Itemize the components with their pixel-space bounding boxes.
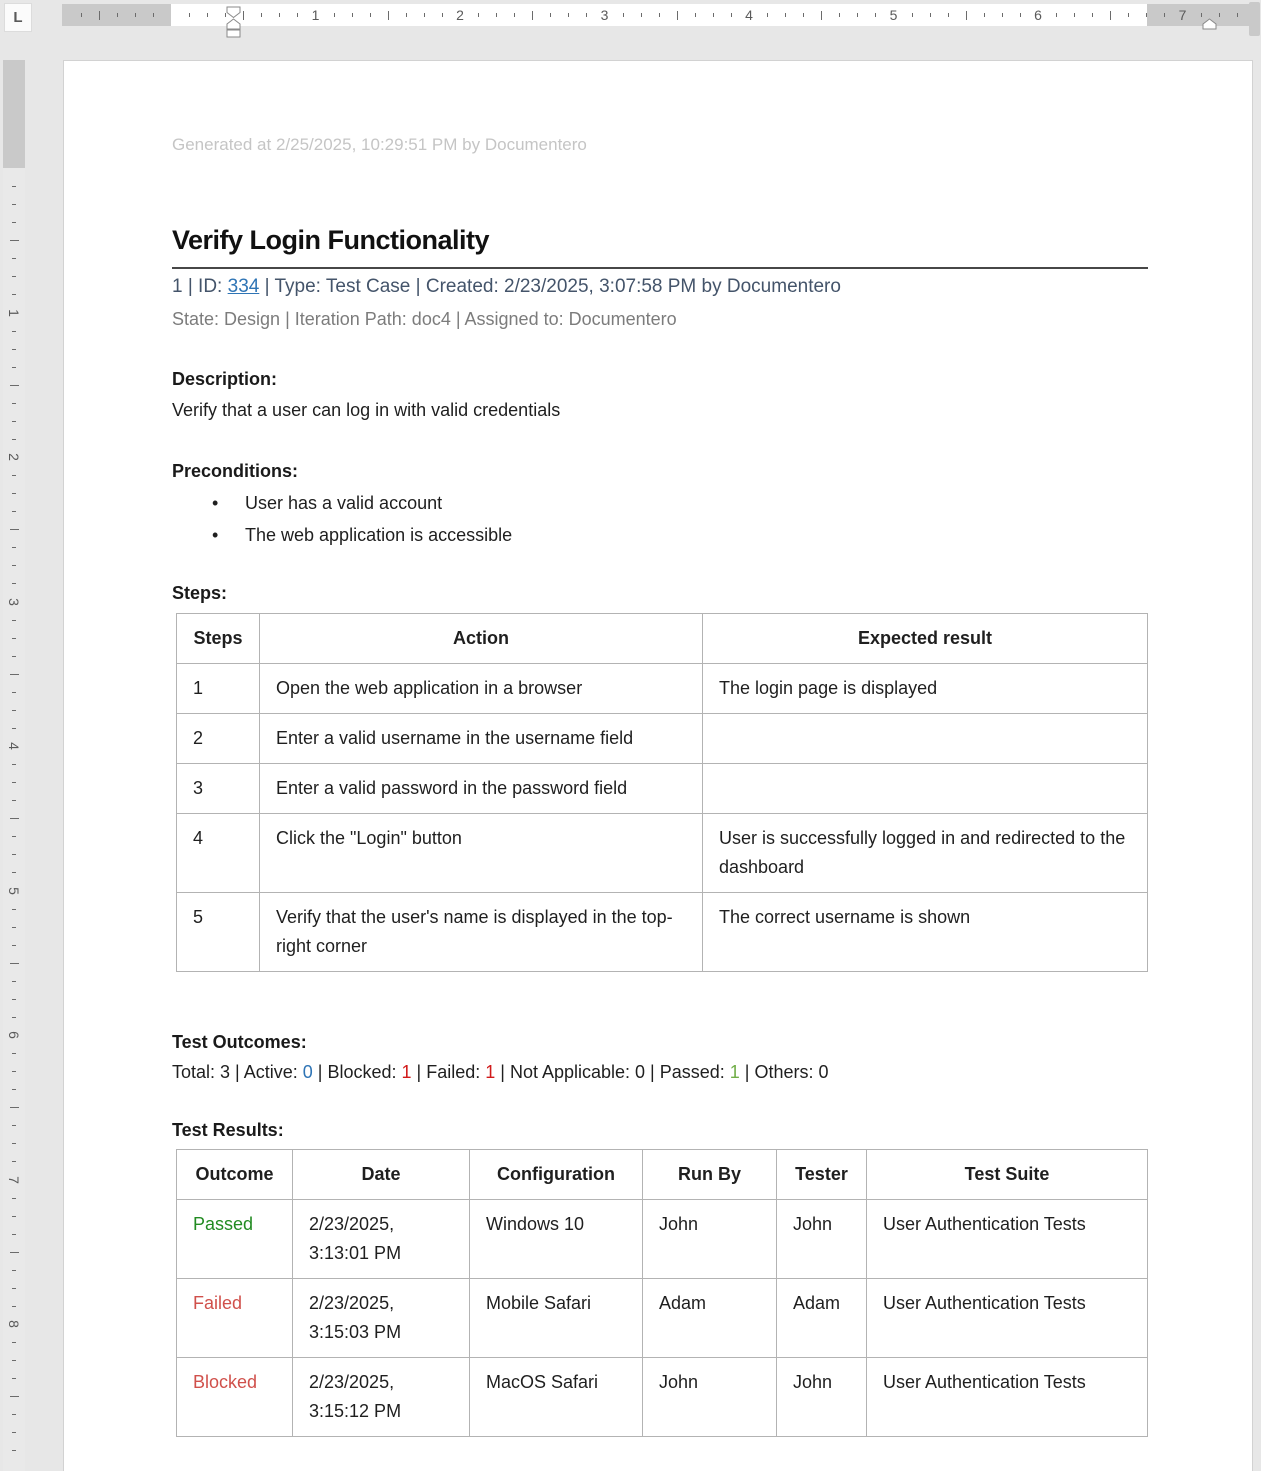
ruler-tick xyxy=(875,13,876,17)
ruler-tick xyxy=(12,782,16,783)
ruler-tick xyxy=(12,1089,16,1090)
ruler-inch-number: 5 xyxy=(6,886,22,895)
ruler-tick xyxy=(12,403,16,404)
ruler-tick xyxy=(12,222,16,223)
ruler-inch-number: 2 xyxy=(6,453,22,461)
step-expected-cell[interactable] xyxy=(703,714,1148,764)
outcome-count-value: 1 xyxy=(401,1062,412,1082)
ruler-inch-number: 4 xyxy=(6,742,22,750)
description-text: Verify that a user can log in with valid credentials xyxy=(172,400,561,420)
run-by-cell[interactable]: John xyxy=(643,1200,777,1279)
ruler-tick xyxy=(12,800,16,801)
ruler-inch-number: 1 xyxy=(6,308,22,317)
ruler-tick xyxy=(12,565,16,566)
list-item-text: User has a valid account xyxy=(245,493,443,513)
table-row xyxy=(177,893,1148,972)
document-page[interactable] xyxy=(63,60,1253,1471)
step-expected-cell[interactable]: The login page is displayed xyxy=(703,664,1148,714)
ruler-tick xyxy=(12,1360,16,1361)
ruler-tick xyxy=(10,240,19,241)
ruler-tick xyxy=(1146,13,1147,17)
ruler-tick xyxy=(12,1161,16,1162)
ruler-tick xyxy=(839,13,840,17)
ruler-tick xyxy=(966,11,967,20)
ruler-tick xyxy=(1219,13,1220,17)
step-expected-cell[interactable] xyxy=(703,764,1148,814)
results-header-cell: Outcome xyxy=(177,1150,293,1200)
ruler-tick xyxy=(1056,13,1057,17)
ruler-tick xyxy=(1092,13,1093,17)
step-number-cell[interactable]: 2 xyxy=(177,714,260,764)
generated-timestamp: Generated at 2/25/2025, 10:29:51 PM by Documentero xyxy=(172,135,587,154)
list-item xyxy=(172,493,1032,525)
step-action-cell[interactable]: Verify that the user's name is displayed in the top-right corner xyxy=(260,893,703,972)
ruler-tick xyxy=(1110,11,1111,20)
description-label: Description: xyxy=(172,369,278,389)
ruler-tick xyxy=(496,13,497,17)
step-number-cell[interactable]: 4 xyxy=(177,814,260,893)
ruler-tick xyxy=(12,204,16,205)
ruler-tick xyxy=(12,1306,16,1307)
ruler-tick xyxy=(352,13,353,17)
ruler-tick xyxy=(12,276,16,277)
left-indent-marker[interactable] xyxy=(226,29,241,38)
ruler-tick xyxy=(279,13,280,17)
meta-suffix: | Type: Test Case | Created: 2/23/2025, 3:07:58 PM by Documentero xyxy=(259,276,841,297)
steps-header-cell: Action xyxy=(260,614,703,664)
ruler-tick xyxy=(586,13,587,17)
ruler-tick xyxy=(12,1198,16,1199)
configuration-cell[interactable]: Windows 10 xyxy=(470,1200,643,1279)
ruler-tick xyxy=(12,421,16,422)
ruler-tick xyxy=(12,909,16,910)
table-row xyxy=(177,764,1148,814)
list-item-text: The web application is accessible xyxy=(245,525,513,545)
ruler-tick xyxy=(12,1342,16,1343)
ruler-tick xyxy=(99,11,100,20)
step-number-cell[interactable]: 5 xyxy=(177,893,260,972)
ruler-tick xyxy=(243,11,244,20)
ruler-tick xyxy=(12,927,16,928)
outcome-count-label: Blocked: xyxy=(327,1062,402,1082)
tab-stop-left-icon: L xyxy=(13,9,23,26)
date-cell[interactable]: 2/23/2025, 3:15:12 PM xyxy=(293,1358,470,1437)
work-item-id-link[interactable]: 334 xyxy=(227,276,260,297)
bullet-icon: • xyxy=(212,525,219,545)
ruler-tick xyxy=(12,638,16,639)
configuration-cell[interactable]: Mobile Safari xyxy=(470,1279,643,1358)
ruler-tick xyxy=(12,1270,16,1271)
results-header-cell: Date xyxy=(293,1150,470,1200)
step-expected-cell[interactable]: User is successfully logged in and redirected to the dashboard xyxy=(703,814,1148,893)
tester-cell[interactable]: John xyxy=(777,1200,867,1279)
outcome-cell[interactable]: Blocked xyxy=(177,1358,293,1437)
ruler-tick xyxy=(731,13,732,17)
ruler-top-margin xyxy=(3,60,25,168)
ruler-tick xyxy=(12,728,16,729)
ruler-tick xyxy=(623,13,624,17)
vertical-ruler[interactable] xyxy=(3,60,25,1471)
ruler-tick xyxy=(12,186,16,187)
ruler-inch-number: 7 xyxy=(1178,7,1187,23)
ruler-tick xyxy=(12,945,16,946)
ruler-tick xyxy=(225,13,226,17)
ruler-tick xyxy=(207,13,208,17)
ruler-tick xyxy=(12,258,16,259)
ruler-tick xyxy=(297,13,298,17)
ruler-tick xyxy=(12,493,16,494)
list-item xyxy=(172,525,1032,557)
step-number-cell[interactable]: 1 xyxy=(177,664,260,714)
outcome-cell[interactable]: Failed xyxy=(177,1279,293,1358)
ruler-tick xyxy=(81,13,82,17)
tester-cell[interactable]: John xyxy=(777,1358,867,1437)
ruler-tick xyxy=(12,1378,16,1379)
separator: | xyxy=(411,1062,427,1082)
test-suite-cell[interactable]: User Authentication Tests xyxy=(867,1279,1148,1358)
ruler-tick xyxy=(984,13,985,17)
ruler-tick xyxy=(334,13,335,17)
ruler-tick xyxy=(10,1107,19,1108)
ruler-tick xyxy=(12,1143,16,1144)
run-by-cell[interactable]: Adam xyxy=(643,1279,777,1358)
ruler-tick xyxy=(12,1071,16,1072)
ruler-inch-number: 3 xyxy=(600,7,609,23)
page-title: Verify Login Functionality xyxy=(172,225,490,255)
outcome-count-label: Others: xyxy=(754,1062,819,1082)
ruler-tick xyxy=(12,294,16,295)
ruler-tick xyxy=(12,836,16,837)
ruler-tick xyxy=(803,13,804,17)
ruler-tick xyxy=(695,13,696,17)
ruler-tick xyxy=(641,13,642,17)
separator: | xyxy=(645,1062,660,1082)
ruler-tick xyxy=(1002,13,1003,17)
ruler-tick xyxy=(912,13,913,17)
ruler-tick xyxy=(568,13,569,17)
vertical-scrollbar-thumb[interactable] xyxy=(1249,2,1260,36)
ruler-tick xyxy=(135,13,136,17)
results-header-cell: Tester xyxy=(777,1150,867,1200)
ruler-tick xyxy=(12,1125,16,1126)
ruler-tick xyxy=(948,13,949,17)
test-suite-cell[interactable]: User Authentication Tests xyxy=(867,1358,1148,1437)
ruler-tick xyxy=(12,349,16,350)
ruler-tick xyxy=(12,854,16,855)
ruler-tick xyxy=(370,13,371,17)
right-indent-marker[interactable] xyxy=(1202,18,1217,30)
step-action-cell[interactable]: Click the "Login" button xyxy=(260,814,703,893)
date-cell[interactable]: 2/23/2025, 3:15:03 PM xyxy=(293,1279,470,1358)
date-cell[interactable]: 2/23/2025, 3:13:01 PM xyxy=(293,1200,470,1279)
ruler-tick xyxy=(1128,13,1129,17)
ruler-inch-number: 6 xyxy=(6,1031,22,1039)
results-header-row xyxy=(177,1150,1148,1200)
state-meta-line: State: Design | Iteration Path: doc4 | Assigned to: Documentero xyxy=(172,309,677,329)
ruler-tick xyxy=(1164,13,1165,17)
ruler-tick xyxy=(12,692,16,693)
ruler-inch-number: 7 xyxy=(6,1175,22,1184)
ruler-tick xyxy=(659,13,660,17)
horizontal-ruler[interactable] xyxy=(62,4,1253,26)
ruler-tick xyxy=(1074,13,1075,17)
ruler-tick xyxy=(117,13,118,17)
ruler-tick xyxy=(12,511,16,512)
step-action-cell[interactable]: Enter a valid username in the username field xyxy=(260,714,703,764)
outcome-count-value: 1 xyxy=(485,1062,496,1082)
ruler-tick xyxy=(12,1234,16,1235)
ruler-tick xyxy=(424,13,425,17)
ruler-tick xyxy=(1201,13,1202,17)
ruler-tick xyxy=(261,13,262,17)
ruler-tick xyxy=(406,13,407,17)
steps-header-cell: Steps xyxy=(177,614,260,664)
ruler-tick xyxy=(857,13,858,17)
ruler-tick xyxy=(12,583,16,584)
table-row xyxy=(177,1279,1148,1358)
ruler-tick xyxy=(12,1450,16,1451)
step-expected-cell[interactable]: The correct username is shown xyxy=(703,893,1148,972)
ruler-tick xyxy=(10,529,19,530)
ruler-tick xyxy=(532,11,533,20)
table-row xyxy=(177,1200,1148,1279)
ruler-tick xyxy=(930,13,931,17)
ruler-inch-number: 4 xyxy=(745,7,753,23)
ruler-tick xyxy=(12,999,16,1000)
step-action-cell[interactable]: Enter a valid password in the password field xyxy=(260,764,703,814)
ruler-tick xyxy=(12,1017,16,1018)
ruler-tick xyxy=(12,367,16,368)
test-outcomes-summary xyxy=(172,1062,829,1083)
table-row xyxy=(177,714,1148,764)
outcome-count-label: Active: xyxy=(243,1062,303,1082)
table-row xyxy=(177,814,1148,893)
ruler-tick xyxy=(12,656,16,657)
ruler-inch-number: 2 xyxy=(456,7,464,23)
separator: | xyxy=(230,1062,244,1082)
ruler-tick xyxy=(10,674,19,675)
results-header-cell: Run By xyxy=(643,1150,777,1200)
ruler-tick xyxy=(677,11,678,20)
run-by-cell[interactable]: John xyxy=(643,1358,777,1437)
test-results-label: Test Results: xyxy=(172,1120,284,1140)
outcome-count-label: Total: xyxy=(172,1062,221,1082)
ruler-tick xyxy=(514,13,515,17)
ruler-inch-number: 5 xyxy=(889,7,898,23)
first-line-indent-marker[interactable] xyxy=(226,6,241,18)
outcome-count-value: 1 xyxy=(729,1062,740,1082)
ruler-tick xyxy=(12,1432,16,1433)
table-row xyxy=(177,1358,1148,1437)
outcome-count-value: 3 xyxy=(220,1062,231,1082)
ruler-tick xyxy=(12,1053,16,1054)
outcome-count-value: 0 xyxy=(635,1062,646,1082)
ruler-tick xyxy=(189,13,190,17)
results-header-cell: Test Suite xyxy=(867,1150,1148,1200)
ruler-tick xyxy=(12,547,16,548)
ruler-inch-number: 1 xyxy=(311,7,320,23)
separator: | xyxy=(495,1062,510,1082)
steps-header-row xyxy=(177,614,1148,664)
test-outcomes-label: Test Outcomes: xyxy=(172,1032,307,1052)
step-action-cell[interactable]: Open the web application in a browser xyxy=(260,664,703,714)
ruler-tick xyxy=(12,439,16,440)
ruler-tick xyxy=(821,11,822,20)
ruler-tick xyxy=(12,1216,16,1217)
table-row xyxy=(177,664,1148,714)
results-header-cell: Configuration xyxy=(470,1150,643,1200)
step-number-cell[interactable]: 3 xyxy=(177,764,260,814)
outcome-count-label: Not Applicable: xyxy=(509,1062,636,1082)
bullet-icon: • xyxy=(212,493,219,513)
ruler-tick xyxy=(10,1396,19,1397)
test-results-table[interactable] xyxy=(176,1149,1148,1437)
ruler-tick xyxy=(767,13,768,17)
ruler-tick xyxy=(12,620,16,621)
tester-cell[interactable]: Adam xyxy=(777,1279,867,1358)
ruler-tick xyxy=(153,13,154,17)
steps-label: Steps: xyxy=(172,583,228,603)
ruler-tick xyxy=(12,981,16,982)
ruler-inch-number: 3 xyxy=(6,597,22,606)
title-divider xyxy=(172,267,1148,269)
ruler-tick xyxy=(12,1414,16,1415)
ruler-tick xyxy=(10,385,19,386)
outcome-cell[interactable]: Passed xyxy=(177,1200,293,1279)
test-suite-cell[interactable]: User Authentication Tests xyxy=(867,1200,1148,1279)
steps-header-cell: Expected result xyxy=(703,614,1148,664)
ruler-tick xyxy=(478,13,479,17)
preconditions-label: Preconditions: xyxy=(172,461,299,481)
ruler-tick xyxy=(785,13,786,17)
outcome-count-label: Passed: xyxy=(659,1062,730,1082)
ruler-tick xyxy=(713,13,714,17)
ruler-inch-number: 6 xyxy=(1034,7,1042,23)
ruler-tick xyxy=(12,710,16,711)
preconditions-list xyxy=(172,493,1032,557)
work-item-meta-line xyxy=(172,276,841,298)
ruler-tick xyxy=(12,872,16,873)
outcome-count-value: 0 xyxy=(818,1062,829,1082)
ruler-tick xyxy=(12,331,16,332)
ruler-tick xyxy=(1237,13,1238,17)
ruler-tick xyxy=(12,764,16,765)
configuration-cell[interactable]: MacOS Safari xyxy=(470,1358,643,1437)
ruler-tick xyxy=(10,1252,19,1253)
steps-table[interactable] xyxy=(176,613,1148,972)
separator: | xyxy=(739,1062,755,1082)
ruler-tick xyxy=(550,13,551,17)
ruler-tick xyxy=(388,11,389,20)
ruler-inch-number: 8 xyxy=(6,1320,22,1328)
ruler-tick xyxy=(442,13,443,17)
ruler-tick xyxy=(10,818,19,819)
ruler-tick xyxy=(10,963,19,964)
tab-stop-selector[interactable] xyxy=(4,3,32,32)
ruler-tick xyxy=(12,1288,16,1289)
outcome-count-value: 0 xyxy=(302,1062,313,1082)
ruler-tick xyxy=(12,475,16,476)
ruler-tick xyxy=(1020,13,1021,17)
outcome-count-label: Failed: xyxy=(426,1062,486,1082)
separator: | xyxy=(312,1062,328,1082)
meta-prefix: 1 | ID: xyxy=(172,276,228,297)
